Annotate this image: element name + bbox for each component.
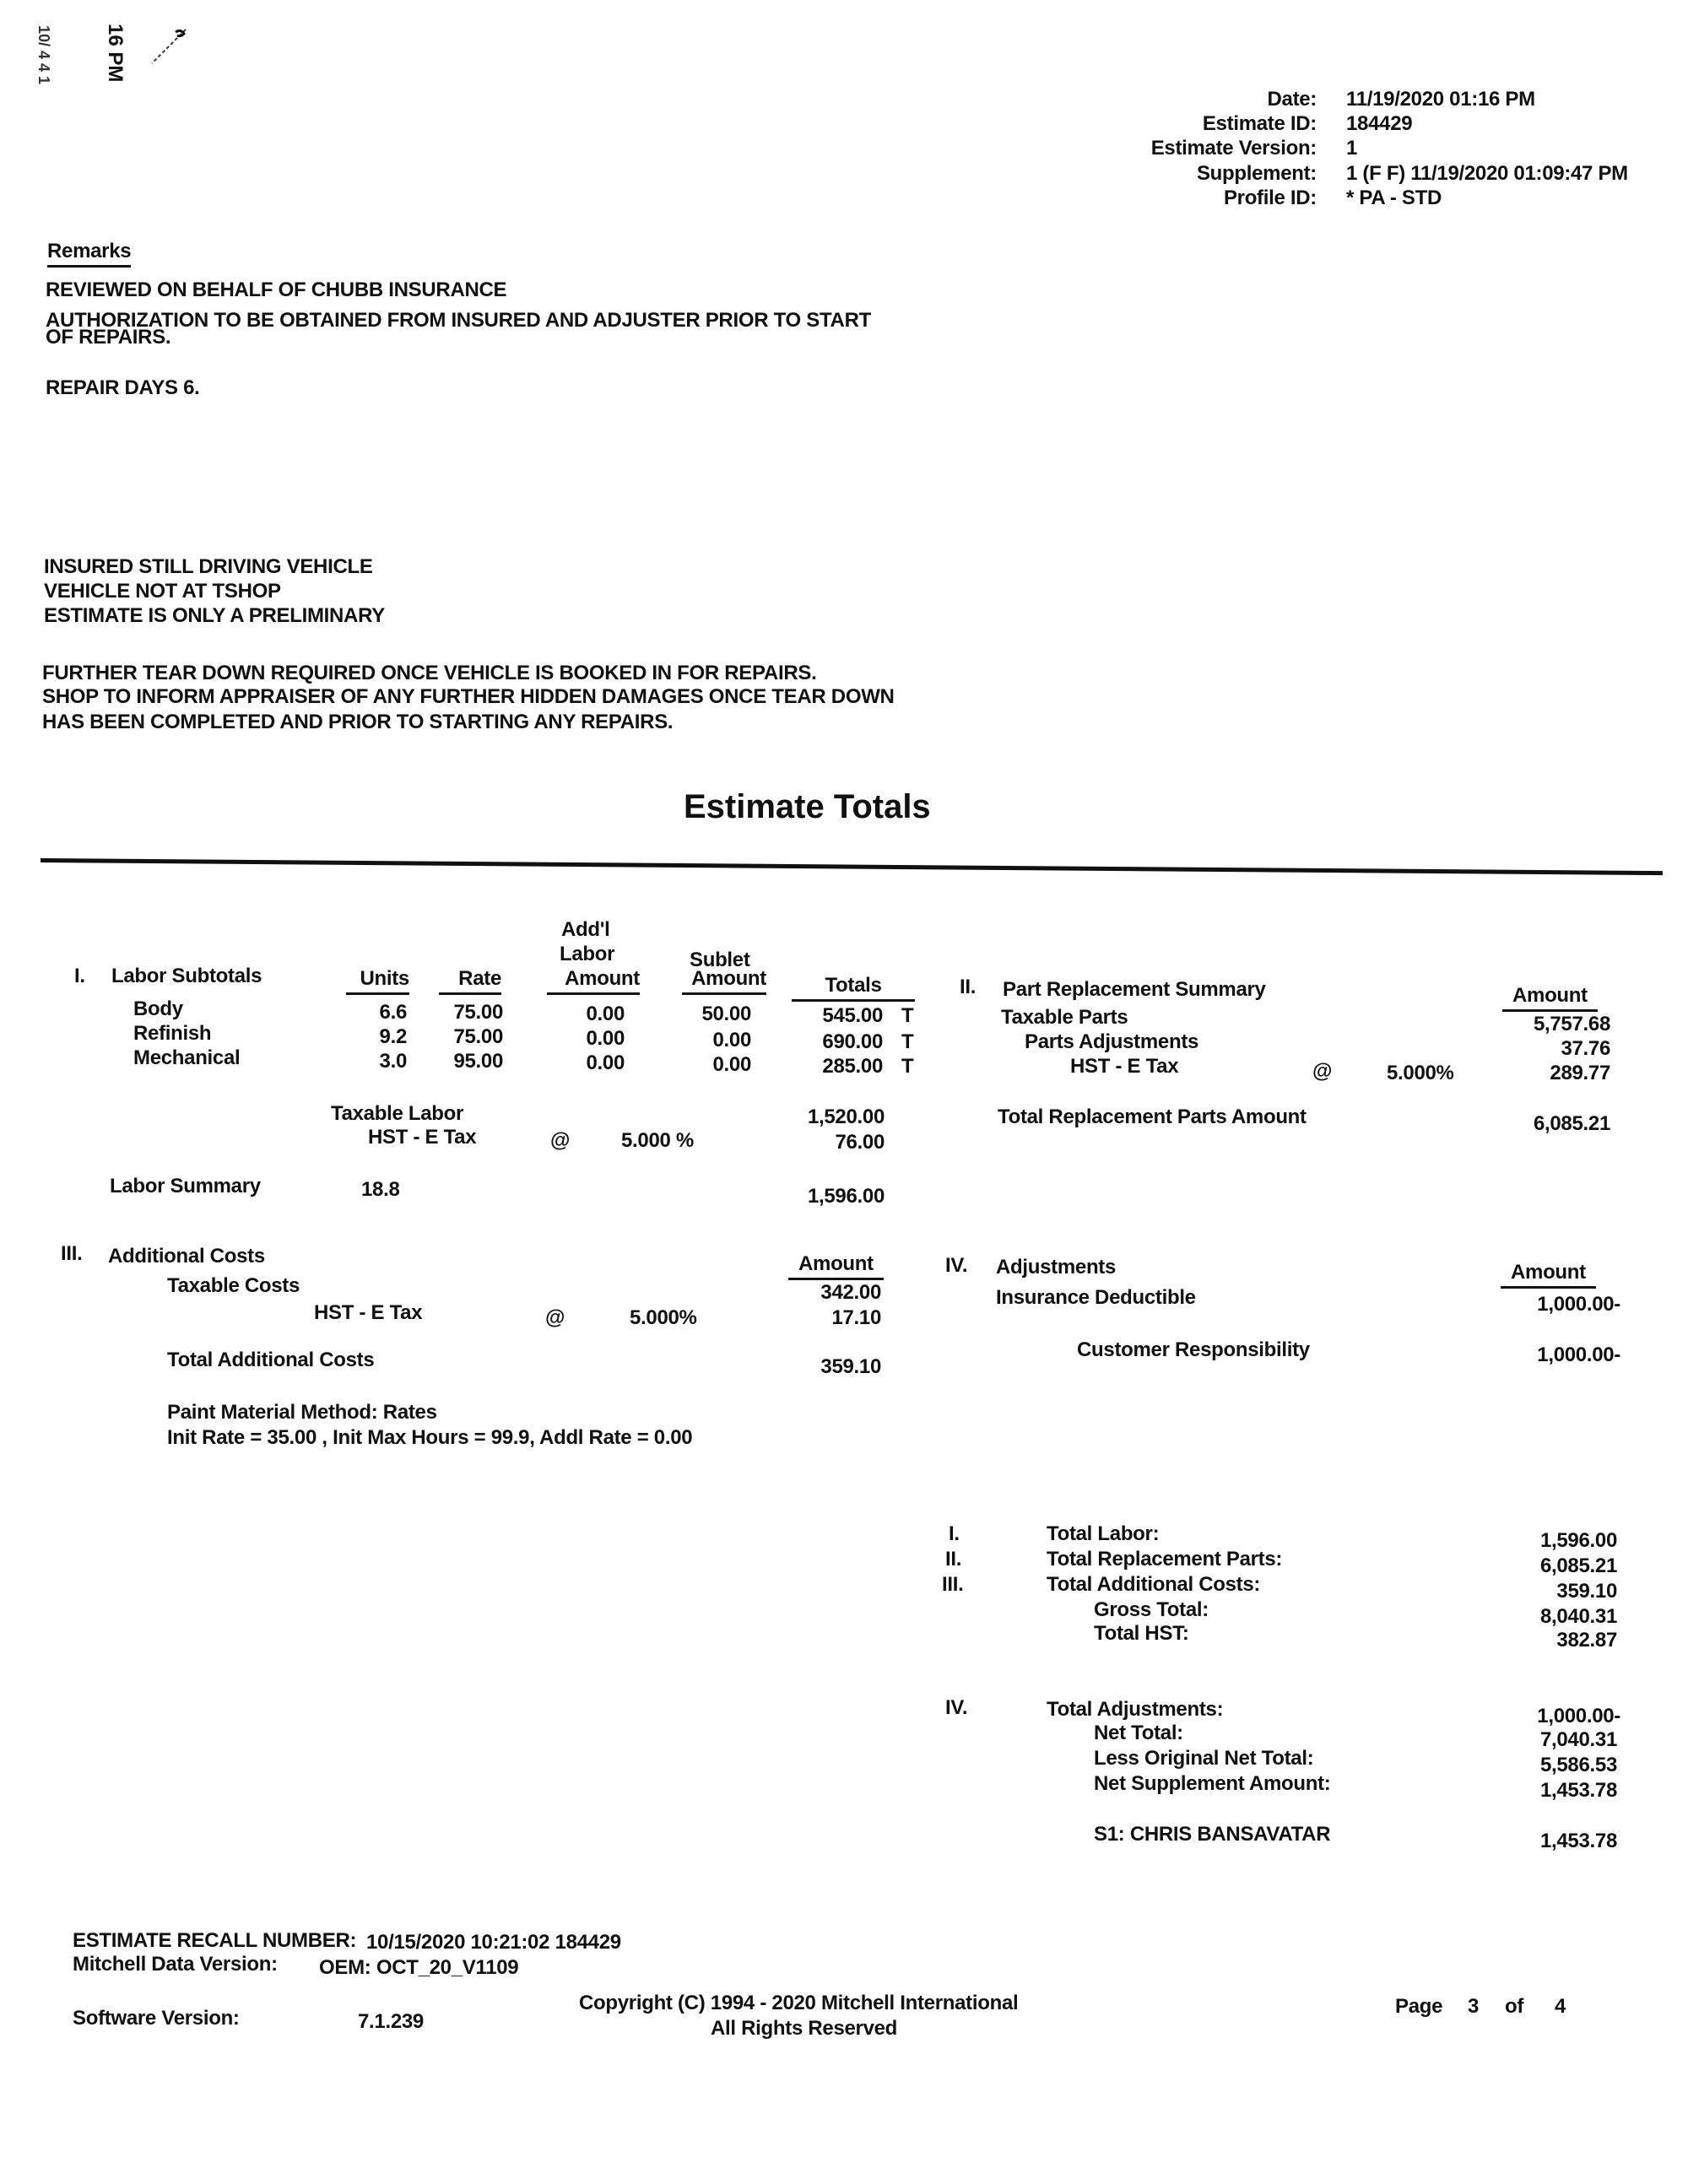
remarks-line: ESTIMATE IS ONLY A PRELIMINARY bbox=[44, 604, 385, 627]
net-total-label: Net Total: bbox=[1094, 1722, 1183, 1744]
adjustments-heading: Adjustments bbox=[996, 1256, 1117, 1279]
remarks-heading: Remarks bbox=[47, 240, 131, 268]
parts-adjustments-value: 37.76 bbox=[1561, 1037, 1610, 1060]
additional-tax-label: HST - E Tax bbox=[314, 1301, 423, 1324]
page-title: Estimate Totals bbox=[684, 788, 931, 825]
labor-row-flag: T bbox=[901, 1030, 914, 1053]
remarks-line: SHOP TO INFORM APPRAISER OF ANY FURTHER HIDDEN DAMAGES ONCE TEAR DOWN bbox=[42, 685, 895, 708]
labor-row-units: 9.2 bbox=[379, 1025, 407, 1048]
software-version-label: Software Version: bbox=[73, 2007, 240, 2030]
section-divider bbox=[41, 858, 1663, 875]
recall-number-label: ESTIMATE RECALL NUMBER: bbox=[73, 1929, 357, 1952]
supplement-value: 1 (F F) 11/19/2020 01:09:47 PM bbox=[1346, 162, 1628, 185]
col-sublet-amount: Amount bbox=[682, 967, 766, 995]
s1-appraiser-value: 1,453.78 bbox=[1539, 1830, 1617, 1852]
recall-number-value: 10/15/2020 10:21:02 184429 bbox=[366, 1931, 621, 1954]
additional-numeral: III. bbox=[61, 1242, 83, 1265]
parts-tax-value: 289.77 bbox=[1550, 1062, 1610, 1084]
parts-heading: Part Replacement Summary bbox=[1003, 978, 1266, 1001]
totals-numeral: II. bbox=[945, 1548, 962, 1570]
parts-amount-header: Amount bbox=[1502, 984, 1598, 1012]
total-adjustments-label: Total Adjustments: bbox=[1047, 1698, 1224, 1721]
s1-appraiser-label: S1: CHRIS BANSAVATAR bbox=[1094, 1823, 1331, 1846]
additional-tax-value: 17.10 bbox=[831, 1306, 881, 1329]
customer-responsibility-label: Customer Responsibility bbox=[1077, 1338, 1310, 1361]
taxable-parts-label: Taxable Parts bbox=[1001, 1006, 1128, 1029]
total-labor-value: 1,596.00 bbox=[1539, 1529, 1617, 1552]
additional-heading: Additional Costs bbox=[108, 1245, 265, 1268]
labor-numeral: I. bbox=[74, 965, 85, 987]
labor-row-addl: 0.00 bbox=[586, 1027, 625, 1050]
repair-days: REPAIR DAYS 6. bbox=[46, 376, 200, 399]
insurance-deductible-value: 1,000.00- bbox=[1537, 1293, 1620, 1316]
taxable-costs-value: 342.00 bbox=[820, 1281, 881, 1304]
labor-tax-label: HST - E Tax bbox=[368, 1126, 477, 1149]
labor-summary-label: Labor Summary bbox=[110, 1175, 261, 1197]
parts-tax-label: HST - E Tax bbox=[1070, 1055, 1179, 1078]
labor-row-total: 285.00 bbox=[822, 1055, 883, 1078]
profile-id-label: Profile ID: bbox=[1223, 187, 1317, 209]
labor-row-units: 6.6 bbox=[379, 1001, 407, 1024]
total-adjustments-value: 1,000.00- bbox=[1537, 1705, 1620, 1727]
total-parts-value: 6,085.21 bbox=[1533, 1112, 1610, 1135]
labor-summary-units: 18.8 bbox=[361, 1178, 400, 1201]
taxable-parts-value: 5,757.68 bbox=[1533, 1013, 1610, 1035]
taxable-costs-label: Taxable Costs bbox=[167, 1274, 300, 1297]
labor-row-name: Body bbox=[133, 997, 183, 1020]
total-hst-label: Total HST: bbox=[1094, 1622, 1189, 1645]
parts-numeral: II. bbox=[960, 976, 977, 998]
net-supplement-label: Net Supplement Amount: bbox=[1094, 1772, 1331, 1795]
page-of: of bbox=[1505, 1995, 1524, 2018]
remarks-line: INSURED STILL DRIVING VEHICLE bbox=[44, 555, 373, 578]
pen-mark-icon bbox=[143, 25, 194, 68]
copyright: Copyright (C) 1994 - 2020 Mitchell International bbox=[579, 1992, 1019, 2014]
labor-row-name: Mechanical bbox=[133, 1046, 241, 1069]
margin-note-time: 16 PM bbox=[104, 24, 127, 83]
labor-tax-value: 76.00 bbox=[835, 1131, 885, 1154]
estimate-version-label: Estimate Version: bbox=[1150, 137, 1317, 159]
page-current: 3 bbox=[1468, 1995, 1480, 2018]
labor-tax-rate: 5.000 % bbox=[621, 1129, 694, 1152]
labor-row-units: 3.0 bbox=[379, 1050, 407, 1073]
labor-row-flag: T bbox=[901, 1004, 914, 1027]
labor-tax-at: @ bbox=[550, 1129, 571, 1152]
col-sublet-top: Sublet bbox=[690, 949, 750, 971]
taxable-labor-value: 1,520.00 bbox=[807, 1106, 885, 1128]
net-supplement-value: 1,453.78 bbox=[1539, 1779, 1617, 1802]
totals-numeral: III. bbox=[942, 1573, 964, 1596]
customer-responsibility-value: 1,000.00- bbox=[1537, 1343, 1620, 1366]
parts-tax-rate: 5.000% bbox=[1387, 1062, 1454, 1084]
total-hst-value: 382.87 bbox=[1556, 1629, 1617, 1652]
gross-total-value: 8,040.31 bbox=[1539, 1605, 1617, 1628]
col-rate: Rate bbox=[439, 967, 501, 995]
labor-row-addl: 0.00 bbox=[586, 1003, 625, 1025]
profile-id-value: * PA - STD bbox=[1346, 187, 1442, 209]
date-label: Date: bbox=[1267, 88, 1317, 111]
margin-note-date: 10/ 4 4 1 bbox=[35, 25, 52, 85]
estimate-id-value: 184429 bbox=[1346, 112, 1413, 135]
labor-summary-value: 1,596.00 bbox=[807, 1185, 885, 1208]
data-version-label: Mitchell Data Version: bbox=[73, 1953, 278, 1976]
total-additional-summary-label: Total Additional Costs: bbox=[1047, 1573, 1261, 1596]
estimate-version-value: 1 bbox=[1346, 137, 1358, 159]
remarks-line: FURTHER TEAR DOWN REQUIRED ONCE VEHICLE IS BOOKED IN FOR REPAIRS. bbox=[42, 662, 817, 684]
total-parts-summary-label: Total Replacement Parts: bbox=[1047, 1548, 1283, 1570]
col-units: Units bbox=[346, 967, 409, 995]
paint-method: Paint Material Method: Rates bbox=[167, 1401, 437, 1424]
parts-adjustments-label: Parts Adjustments bbox=[1025, 1030, 1199, 1053]
remarks-line: VEHICLE NOT AT TSHOP bbox=[44, 580, 281, 603]
col-addl-amount: Amount bbox=[547, 967, 640, 995]
total-parts-label: Total Replacement Parts Amount bbox=[998, 1106, 1307, 1128]
rights-reserved: All Rights Reserved bbox=[711, 2017, 898, 2040]
total-parts-summary-value: 6,085.21 bbox=[1539, 1554, 1617, 1577]
remarks-line: AUTHORIZATION TO BE OBTAINED FROM INSURED AND ADJUSTER PRIOR TO START bbox=[46, 309, 871, 332]
labor-row-sublet: 50.00 bbox=[701, 1003, 751, 1025]
less-original-net-value: 5,586.53 bbox=[1539, 1754, 1617, 1776]
labor-row-flag: T bbox=[901, 1055, 914, 1078]
col-addl-mid: Labor bbox=[560, 943, 615, 965]
date-value: 11/19/2020 01:16 PM bbox=[1346, 88, 1535, 111]
supplement-label: Supplement: bbox=[1196, 162, 1317, 185]
total-additional-label: Total Additional Costs bbox=[167, 1349, 375, 1371]
additional-amount-header: Amount bbox=[788, 1252, 884, 1280]
page-total: 4 bbox=[1555, 1995, 1566, 2018]
additional-tax-rate: 5.000% bbox=[630, 1306, 697, 1329]
labor-row-total: 545.00 bbox=[822, 1004, 883, 1027]
adjustments-amount-header: Amount bbox=[1501, 1261, 1596, 1289]
remarks-line: OF REPAIRS. bbox=[46, 326, 171, 349]
col-totals: Totals bbox=[792, 974, 915, 1002]
labor-heading: Labor Subtotals bbox=[111, 965, 262, 987]
labor-row-name: Refinish bbox=[133, 1022, 212, 1045]
data-version-value: OEM: OCT_20_V1109 bbox=[319, 1956, 519, 1979]
insurance-deductible-label: Insurance Deductible bbox=[996, 1286, 1196, 1309]
labor-row-rate: 95.00 bbox=[453, 1050, 503, 1073]
adjustments-numeral: IV. bbox=[945, 1254, 968, 1277]
total-additional-value: 359.10 bbox=[820, 1355, 881, 1378]
total-labor-label: Total Labor: bbox=[1047, 1522, 1160, 1545]
labor-row-total: 690.00 bbox=[822, 1030, 883, 1053]
labor-row-rate: 75.00 bbox=[453, 1025, 503, 1048]
net-total-value: 7,040.31 bbox=[1539, 1728, 1617, 1751]
labor-row-sublet: 0.00 bbox=[712, 1029, 751, 1051]
remarks-line: HAS BEEN COMPLETED AND PRIOR TO STARTING ANY REPAIRS. bbox=[42, 711, 674, 733]
labor-row-addl: 0.00 bbox=[586, 1051, 625, 1074]
totals-numeral: I. bbox=[949, 1522, 960, 1545]
total-additional-summary-value: 359.10 bbox=[1556, 1580, 1617, 1603]
additional-tax-at: @ bbox=[545, 1306, 565, 1329]
labor-row-sublet: 0.00 bbox=[712, 1053, 751, 1076]
less-original-net-label: Less Original Net Total: bbox=[1094, 1747, 1314, 1770]
paint-rates: Init Rate = 35.00 , Init Max Hours = 99.9, Addl Rate = 0.00 bbox=[167, 1426, 693, 1449]
estimate-id-label: Estimate ID: bbox=[1202, 112, 1317, 135]
taxable-labor-label: Taxable Labor bbox=[331, 1102, 464, 1125]
col-addl-top: Add'l bbox=[561, 918, 610, 941]
page-label: Page bbox=[1395, 1995, 1443, 2018]
labor-row-rate: 75.00 bbox=[453, 1001, 503, 1024]
software-version-value: 7.1.239 bbox=[358, 2010, 424, 2033]
remarks-line: REVIEWED ON BEHALF OF CHUBB INSURANCE bbox=[46, 278, 507, 301]
parts-tax-at: @ bbox=[1312, 1060, 1333, 1083]
totals-numeral: IV. bbox=[945, 1696, 968, 1719]
gross-total-label: Gross Total: bbox=[1094, 1598, 1209, 1621]
